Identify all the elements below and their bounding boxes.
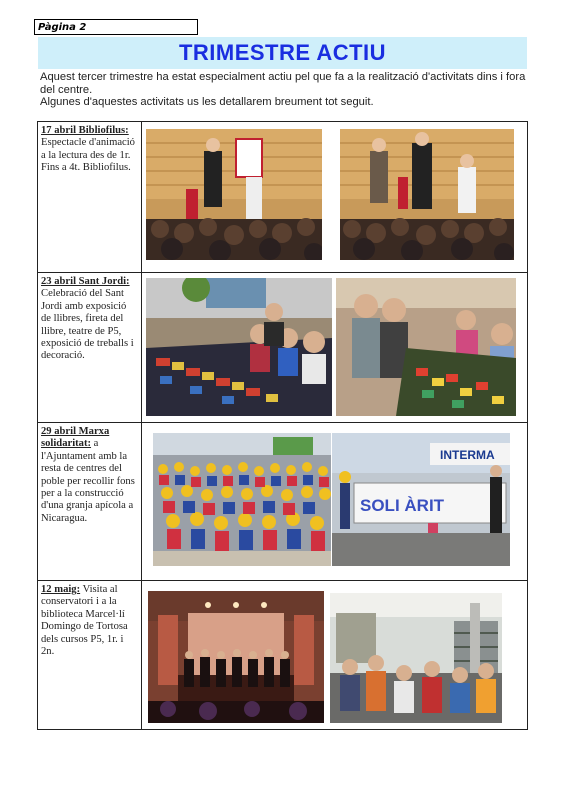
activity-description bbox=[38, 423, 142, 580]
activity-row-sant-jordi bbox=[38, 272, 527, 422]
activity-text: Espectacle d'animació a la lectura des de 1r. Fins a 4t. Bibliofilus. bbox=[41, 137, 135, 174]
activity-row-bibliofilus bbox=[38, 122, 527, 272]
banner-text: SOLI ÀRIT bbox=[360, 496, 445, 515]
intro-line-1: Aquest tercer trimestre ha estat especialment actiu pel que fa a la realització d'activitats dins i fora del centre. bbox=[40, 71, 526, 96]
page-number-label: Pàgina 2 bbox=[34, 19, 198, 35]
page-title: TRIMESTRE ACTIU bbox=[178, 40, 387, 65]
activity-date: 12 maig: bbox=[41, 584, 81, 595]
intro-line-2: Algunes d'aquestes activitats us les detallarem breument tot seguit. bbox=[40, 96, 374, 108]
activity-row-marxa-solidaritat bbox=[38, 422, 527, 580]
photo-book-fair-2 bbox=[336, 278, 516, 416]
activity-row-conservatori bbox=[38, 580, 527, 729]
activity-description bbox=[38, 122, 142, 272]
photo-puppet-show-1 bbox=[146, 129, 322, 260]
photo-book-fair-1 bbox=[146, 278, 332, 416]
photo-puppet-show-2 bbox=[340, 129, 514, 260]
photo-solidarity-march-2 bbox=[332, 433, 510, 566]
photo-library-visit bbox=[330, 593, 502, 723]
title-banner bbox=[38, 37, 527, 69]
activities-table bbox=[37, 121, 528, 730]
photo-conservatory-visit bbox=[148, 591, 324, 723]
activity-date: 17 abril Bibliofilus: bbox=[41, 125, 129, 136]
activity-text: Celebració del Sant Jordi amb exposició de llibres, fireta del llibre, teatre de P5, exposició de treballs i decoració. bbox=[41, 288, 134, 362]
activity-text: a l'Ajuntament amb la resta de centres del poble per recollir fons per a la construcció d'una granja apícola a Nicaragua. bbox=[41, 438, 135, 524]
store-sign-text: INTERMA bbox=[440, 448, 495, 462]
activity-date: 29 abril Marxa solidaritat: bbox=[41, 426, 110, 450]
activity-description bbox=[38, 273, 142, 422]
photo-solidarity-march-1 bbox=[153, 433, 331, 566]
activity-text: Visita al conservatori i a la biblioteca Marcel·lí Domingo de Tortosa dels cursos P5, 1r. i 2n. bbox=[41, 584, 128, 658]
activity-date: 23 abril Sant Jordi: bbox=[41, 276, 130, 287]
activity-description bbox=[38, 581, 142, 729]
intro-paragraph bbox=[40, 71, 530, 109]
